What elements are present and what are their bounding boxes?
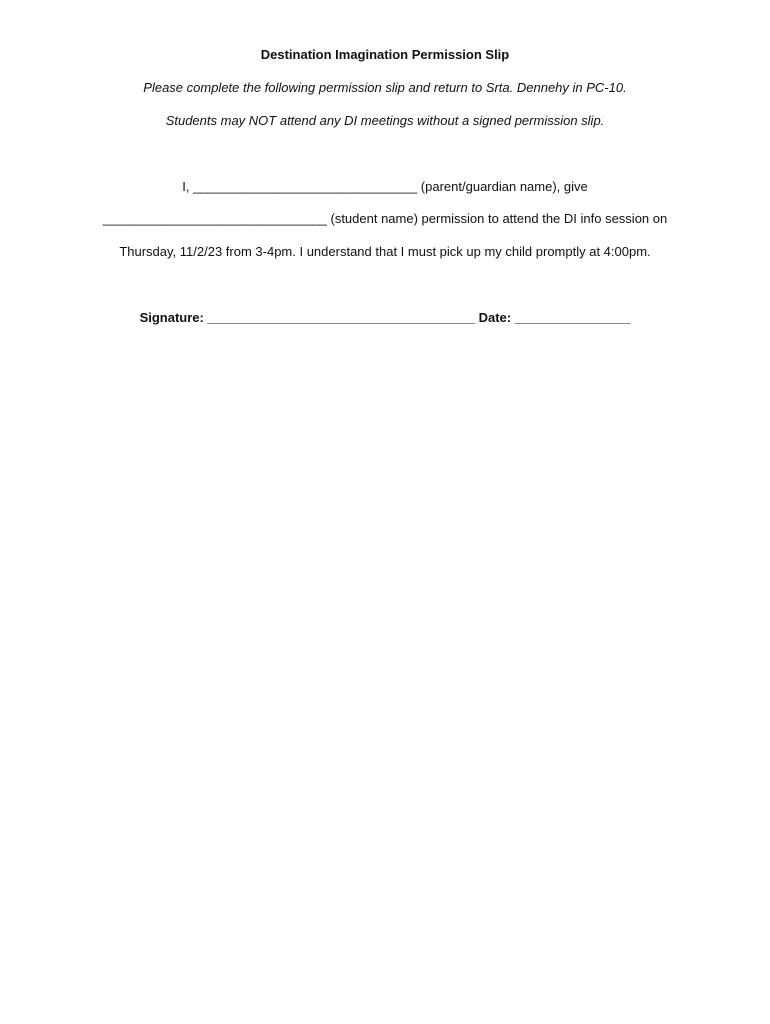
instruction-requirement: Students may NOT attend any DI meetings without a signed permission slip.	[165, 113, 605, 128]
parent-name-line: I, _______________________________ (parent/guardian name), give	[182, 179, 588, 194]
document-title: Destination Imagination Permission Slip	[260, 47, 510, 62]
signature-date-line: Signature: _____________________________________ Date: ________________	[139, 310, 631, 325]
instruction-return: Please complete the following permission slip and return to Srta. Dennehy in PC-10.	[143, 80, 627, 95]
session-details-line: Thursday, 11/2/23 from 3-4pm. I understand that I must pick up my child promptly at 4:00pm.	[119, 244, 651, 259]
student-name-line: _______________________________ (student name) permission to attend the DI info session on	[102, 211, 668, 226]
